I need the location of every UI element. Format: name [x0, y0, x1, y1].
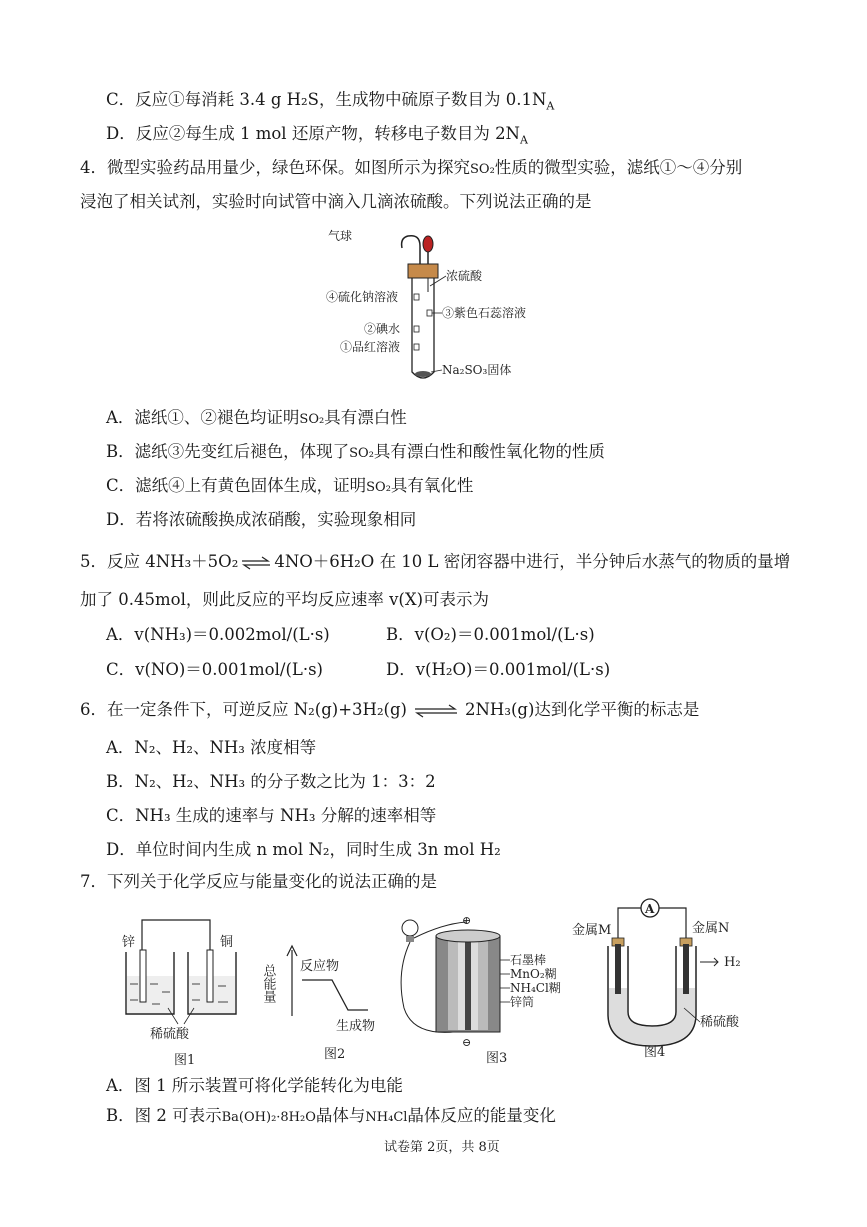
fig4-caption: 图4	[644, 1045, 666, 1060]
q4-option-c-2: 具有氧化性	[390, 476, 474, 495]
fig4-u-tube-inner	[628, 946, 676, 1026]
fig4-electrode-n	[683, 944, 689, 994]
fig1-liquid-1	[127, 976, 173, 1013]
fig2-ylabel: 总能量	[260, 964, 276, 1003]
q4-filter-1	[414, 344, 419, 350]
q4-label-balloon: 气球	[328, 229, 353, 243]
q4-option-b	[106, 442, 605, 464]
q4-solid	[415, 371, 431, 377]
q4-option-b-so2: SO₂	[349, 446, 374, 461]
fig4-label-n: 金属N	[692, 921, 730, 936]
q5-stem-1b: 4NO＋6H₂O 在 10 L 密闭容器中进行，半分钟后水蒸气的物质的量增	[274, 552, 791, 571]
q4-filter-2	[414, 326, 419, 332]
q4-option-b-1: B．滤纸③先变红后褪色，体现了	[106, 442, 350, 461]
q4-label-3: ③紫色石蕊溶液	[442, 306, 527, 320]
q6-stem	[80, 700, 699, 720]
q5-option-a: A．v(NH₃)＝0.002mol/(L·s)	[106, 625, 330, 644]
q4-option-b-2: 具有漂白性和酸性氧化物的性质	[373, 442, 605, 461]
q7-option-b-2: 晶体与	[315, 1106, 366, 1125]
q5-option-b: B．v(O₂)＝0.001mol/(L·s)	[386, 625, 595, 644]
q4-apparatus-figure	[300, 224, 560, 388]
fig1-zinc-electrode	[140, 950, 146, 1002]
fig3-label-paste2: NH₄Cl糊	[510, 981, 561, 995]
fig4-label-acid: 稀硫酸	[700, 1015, 740, 1030]
page-footer: 试卷第 2页，共 8页	[384, 1140, 500, 1155]
q7-figure-1	[118, 906, 258, 1066]
q6-reversible-arrow-icon	[413, 704, 459, 718]
q5-stem-line2: 加了 0.45mol，则此反应的平均反应速率 v(X)可表示为	[80, 590, 490, 609]
fig2-caption: 图2	[324, 1047, 346, 1062]
q4-option-a	[106, 408, 407, 430]
q4-stem-line1	[80, 158, 742, 180]
fig2-label-product: 生成物	[336, 1019, 376, 1034]
q7-figure-2	[260, 940, 398, 1066]
q5-option-c: C．v(NO)＝0.001mol/(L·s)	[106, 660, 323, 679]
q7-option-b-3: 晶体反应的能量变化	[407, 1106, 556, 1125]
q6-option-a: A．N₂、H₂、NH₃ 浓度相等	[106, 738, 317, 757]
q4-option-d: D．若将浓硫酸换成浓硝酸，实验现象相同	[106, 510, 417, 529]
q4-label-solid: Na₂SO₃固体	[442, 363, 512, 377]
fig1-copper-electrode	[207, 950, 213, 1002]
fig3-label-can: 锌筒	[510, 995, 535, 1009]
q6-stem-b: 2NH₃(g)达到化学平衡的标志是	[465, 700, 700, 719]
q4-filter-4	[414, 294, 419, 300]
fig1-label-acid: 稀硫酸	[150, 1027, 190, 1042]
q3-option-d-sub: A	[520, 133, 528, 147]
fig3-bulb-icon	[402, 920, 418, 936]
fig3-label-paste1: MnO₂糊	[510, 967, 557, 981]
q5-reversible-arrow-icon	[240, 556, 272, 570]
q4-stopper	[408, 264, 438, 278]
fig4-meter: A	[645, 902, 655, 916]
q7-option-b	[106, 1106, 556, 1128]
q4-label-conc-acid: 浓硫酸	[446, 269, 483, 283]
fig3-label-rod: 石墨棒	[510, 953, 547, 967]
q5-stem-line1	[80, 552, 790, 572]
fig4-label-h2: H₂	[724, 955, 741, 970]
q6-option-b: B．N₂、H₂、NH₃ 的分子数之比为 1：3：2	[106, 772, 436, 791]
q7-option-b-formula1: Ba(OH)₂·8H₂O	[221, 1110, 316, 1125]
q7-figure-4	[568, 896, 768, 1066]
fig4-label-m: 金属M	[572, 923, 612, 938]
q4-option-c-1: C．滤纸④上有黄色固体生成，证明	[106, 476, 367, 495]
q4-balloon-tube	[402, 236, 420, 264]
fig2-energy-line	[302, 980, 368, 1010]
fig3-caption: 图3	[486, 1051, 508, 1066]
fig4-acid-liquid	[609, 988, 695, 1045]
q5-option-d: D．v(H₂O)＝0.001mol/(L·s)	[386, 660, 611, 679]
q4-stem-line2: 浸泡了相关试剂，实验时向试管中滴入几滴浓硫酸。下列说法正确的是	[80, 192, 592, 211]
q7-option-b-formula2: NH₄Cl	[365, 1110, 408, 1125]
q6-stem-a: 6．在一定条件下，可逆反应 N₂(g)+3H₂(g)	[80, 700, 407, 719]
q4-label-1: ①品红溶液	[340, 340, 401, 354]
q4-filter-3	[427, 310, 432, 316]
q4-stem-1a: 4．微型实验药品用量少，绿色环保。如图所示为探究	[80, 158, 470, 177]
q4-option-a-1: A．滤纸①、②褪色均证明	[106, 408, 300, 427]
q4-option-c-so2: SO₂	[366, 480, 391, 495]
q4-option-c	[106, 476, 473, 498]
fig1-caption: 图1	[174, 1053, 196, 1068]
fig1-label-copper: 铜	[220, 935, 234, 950]
q7-figure-3	[392, 912, 572, 1066]
fig3-minus: ⊖	[462, 1036, 472, 1049]
q3-option-d	[106, 124, 528, 150]
q3-option-c-sub: A	[546, 99, 555, 113]
q4-label-4: ④硫化钠溶液	[326, 290, 399, 304]
q3-option-c	[106, 90, 554, 116]
q5-stem-1a: 5．反应 4NH₃＋5O₂	[80, 552, 239, 571]
fig2-label-reactant: 反应物	[300, 959, 340, 974]
q4-stem-1b: 性质的微型实验，滤纸①～④分别	[494, 158, 743, 177]
q7-stem: 7．下列关于化学反应与能量变化的说法正确的是	[80, 872, 437, 891]
q3-option-d-text: D．反应②每生成 1 mol 还原产物，转移电子数目为 2N	[106, 124, 520, 143]
q6-option-d: D．单位时间内生成 n mol N₂，同时生成 3n mol H₂	[106, 840, 501, 859]
fig1-wire	[142, 920, 210, 956]
q4-label-2: ②碘水	[364, 322, 401, 336]
q3-option-c-text: C．反应①每消耗 3.4 g H₂S，生成物中硫原子数目为 0.1N	[106, 90, 547, 109]
q4-dropper-bulb	[423, 236, 433, 252]
q4-so2: SO₂	[470, 162, 495, 177]
q7-option-a: A．图 1 所示装置可将化学能转化为电能	[106, 1076, 403, 1095]
fig4-electrode-m	[615, 944, 621, 994]
fig3-graphite-rod	[465, 930, 471, 1030]
q4-option-a-so2: SO₂	[299, 412, 325, 427]
fig1-label-zinc: 锌	[122, 935, 136, 950]
q7-option-b-1: B．图 2 可表示	[106, 1106, 222, 1125]
fig3-plus: ⊕	[462, 914, 472, 927]
q4-option-a-2: 具有漂白性	[324, 408, 407, 427]
q6-option-c: C．NH₃ 生成的速率与 NH₃ 分解的速率相等	[106, 806, 437, 825]
